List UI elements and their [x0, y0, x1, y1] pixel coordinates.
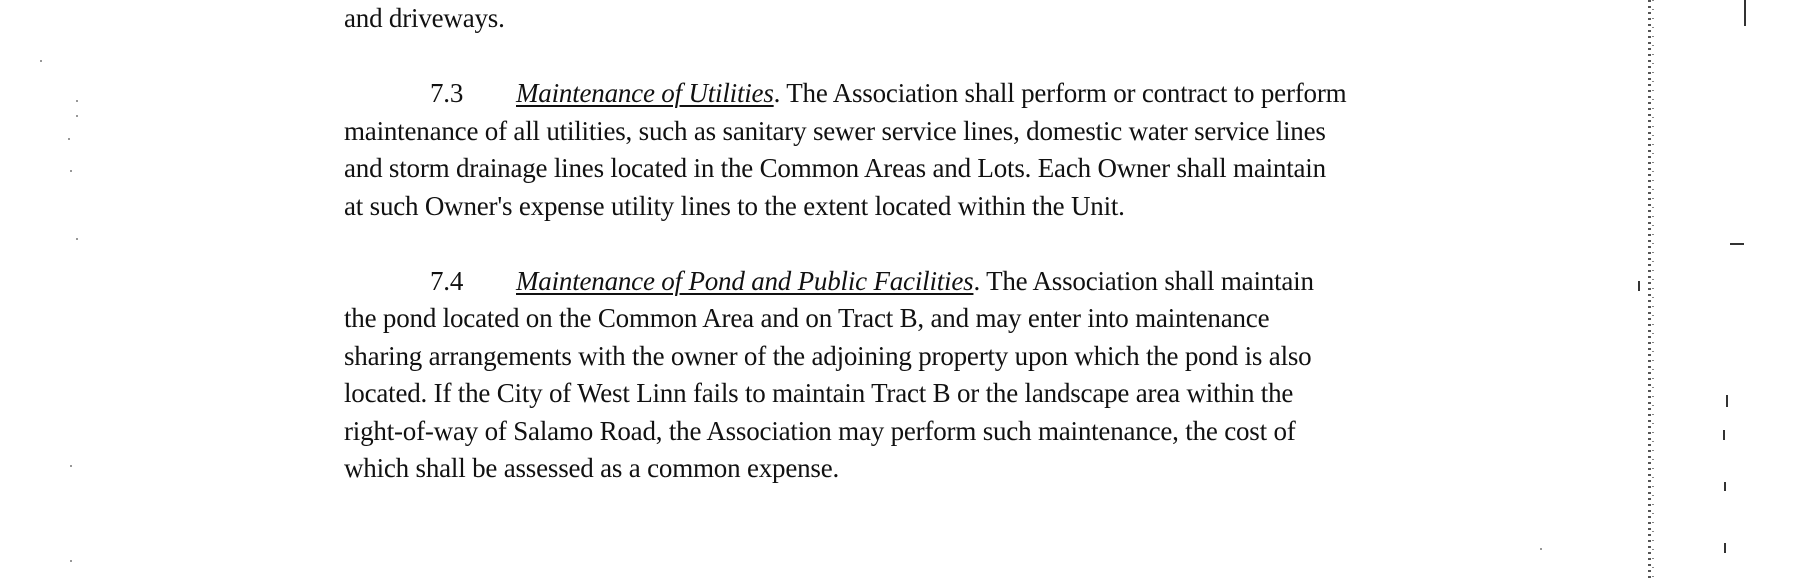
section-number: 7.4	[430, 265, 464, 296]
scan-noise-dot	[70, 465, 72, 467]
scan-edge-artifact	[1648, 0, 1651, 578]
text-line: and storm drainage lines located in the Common Areas and Lots. Each Owner shall maintain	[344, 153, 1326, 183]
scan-mark	[1744, 0, 1746, 26]
scan-noise-dot	[70, 170, 72, 172]
section-first-line-text: . The Association shall maintain	[973, 265, 1314, 296]
scan-noise-dot	[40, 60, 42, 62]
scan-mark	[1638, 281, 1640, 291]
document-body	[344, 0, 1494, 488]
scan-mark	[1730, 243, 1744, 245]
section-first-line-text: . The Association shall perform or contract to perform	[773, 78, 1347, 108]
scan-mark	[1723, 430, 1725, 440]
scan-noise-dot	[68, 138, 70, 140]
scan-noise-dot	[76, 238, 78, 240]
text-line: and driveways.	[344, 3, 505, 33]
scan-mark	[1724, 543, 1726, 553]
section-7-4-first-line	[344, 263, 1494, 301]
section-heading: Maintenance of Pond and Public Facilities	[516, 265, 974, 296]
text-line: which shall be assessed as a common expense.	[344, 453, 840, 483]
text-line: at such Owner's expense utility lines to the extent located within the Unit.	[344, 190, 1125, 221]
text-line: located. If the City of West Linn fails to maintain Tract B or the landscape area within the	[344, 378, 1294, 408]
scan-noise-dot	[70, 560, 72, 562]
blank-line	[344, 38, 1494, 76]
scan-noise-dot	[1540, 548, 1542, 550]
scan-noise-dot	[76, 115, 78, 117]
text-line: the pond located on the Common Area and on Tract B, and may enter into maintenance	[344, 303, 1270, 333]
text-line: sharing arrangements with the owner of the adjoining property upon which the pond is also	[344, 340, 1312, 371]
text-line: right-of-way of Salamo Road, the Association may perform such maintenance, the cost of	[344, 415, 1296, 446]
scan-mark	[1726, 395, 1728, 407]
text-line: maintenance of all utilities, such as sanitary sewer service lines, domestic water service lines	[344, 115, 1326, 146]
blank-line	[344, 225, 1494, 263]
section-number: 7.3	[430, 78, 464, 108]
scan-noise-dot	[76, 100, 78, 102]
section-heading: Maintenance of Utilities	[516, 78, 774, 108]
scan-mark	[1724, 482, 1726, 491]
scan-edge-artifact	[1652, 0, 1654, 578]
section-7-3-first-line	[344, 75, 1494, 113]
